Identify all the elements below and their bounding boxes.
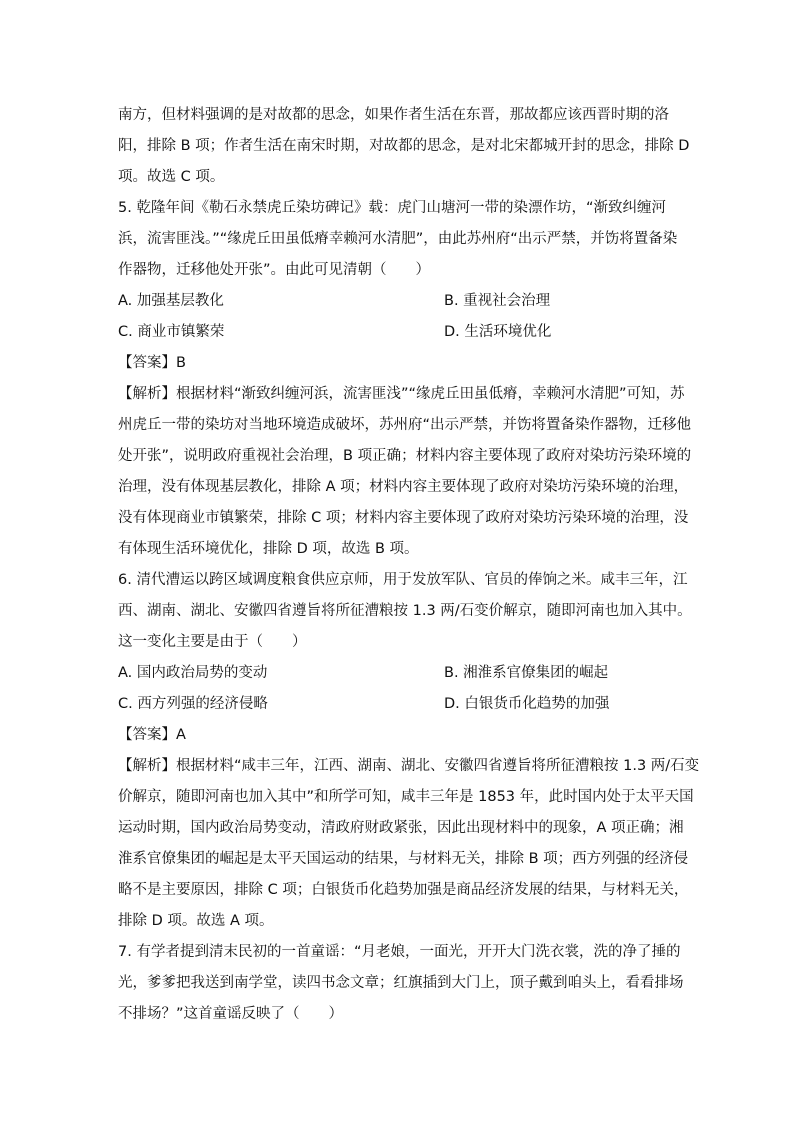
text-line: 南方，但材料强调的是对故都的思念，如果作者生活在东晋，那故都应该西晋时期的洛 (118, 107, 669, 123)
option-d: D. 生活环境优化 (444, 324, 552, 340)
analysis-line: 没有体现商业市镇繁荣，排除 C 项；材料内容主要体现了政府对染坊污染环境的治理，没 (118, 510, 689, 526)
question-6-stem-line: 这一变化主要是由于（ ） (118, 634, 307, 650)
analysis-line: 处开张”，说明政府重视社会治理，B 项正确；材料内容主要体现了政府对染坊污染环境的 (118, 448, 692, 464)
answer-label: 【答案】B (118, 355, 186, 371)
question-6-options-row-2 (118, 689, 678, 720)
option-d: D. 白银货币化趋势的加强 (444, 696, 610, 712)
analysis-line: 有体现生活环境优化，排除 D 项，故选 B 项。 (118, 541, 419, 557)
option-b: B. 重视社会治理 (444, 293, 551, 309)
question-6-stem-line: 西、湖南、湖北、安徽四省遵旨将所征漕粮按 1.3 两/石变价解京，随即河南也加入其中。 (118, 603, 692, 619)
question-5-stem-line: 浜，流害匪浅。”“缘虎丘田虽低瘠幸赖河水清肥”，由此苏州府“出示严禁，并饬将置备染 (118, 231, 678, 247)
analysis-line: 州虎丘一带的染坊对当地环境造成破坏，苏州府“出示严禁，并饬将置备染作器物，迁移他 (118, 417, 692, 433)
analysis-line: 运动时期，国内政治局势变动，清政府财政紧张，因此出现材料中的现象，A 项正确；湘 (118, 820, 684, 836)
analysis-line: 价解京，随即河南也加入其中”和所学可知，咸丰三年是 1853 年，此时国内处于太平天国 (118, 789, 694, 805)
analysis-line: 略不是主要原因，排除 C 项；白银货币化趋势加强是商品经济发展的结果，与材料无关， (118, 882, 689, 898)
option-a: A. 国内政治局势的变动 (118, 665, 268, 681)
option-b: B. 湘淮系官僚集团的崛起 (444, 665, 609, 681)
question-7-stem-line: 7. 有学者提到清末民初的一首童谣：“月老娘，一面光，开开大门洗衣裳，洗的净了捶的 (118, 944, 681, 960)
question-5-options-row-1 (118, 286, 678, 317)
question-6-stem-line: 6. 清代漕运以跨区域调度粮食供应京师，用于发放军队、官员的俸饷之米。咸丰三年，江 (118, 572, 688, 588)
option-a: A. 加强基层教化 (118, 293, 224, 309)
question-6-options-row-1 (118, 658, 678, 689)
analysis-line: 排除 D 项。故选 A 项。 (118, 913, 274, 929)
analysis-line: 【解析】根据材料“咸丰三年，江西、湖南、湖北、安徽四省遵旨将所征漕粮按 1.3 两/石变 (118, 758, 700, 774)
question-7-stem-line: 不排场？”这首童谣反映了（ ） (118, 1006, 344, 1022)
analysis-line: 【解析】根据材料“渐致纠缠河浜，流害匪浅”“缘虎丘田虽低瘠，幸赖河水清肥”可知，苏 (118, 386, 685, 402)
analysis-line: 治理，没有体现基层教化，排除 A 项；材料内容主要体现了政府对染坊污染环境的治理， (118, 479, 689, 495)
question-5-stem-line: 作器物，迁移他处开张”。由此可见清朝（ ） (118, 262, 431, 278)
answer-label: 【答案】A (118, 727, 186, 743)
question-5-stem-line: 5. 乾隆年间《勒石永禁虎丘染坊碑记》载：虎门山塘河一带的染漂作坊，“渐致纠缠河 (118, 200, 666, 216)
analysis-line: 淮系官僚集团的崛起是太平天国运动的结果，与材料无关，排除 B 项；西方列强的经济侵 (118, 851, 689, 867)
text-line: 阳，排除 B 项；作者生活在南宋时期，对故都的思念，是对北宋都城开封的思念，排除 D (118, 138, 690, 154)
document-page (118, 100, 700, 1030)
text-line: 项。故选 C 项。 (118, 169, 225, 185)
question-7-stem-line: 光，爹爹把我送到南学堂，读四书念文章；红旗插到大门上，顶子戴到咱头上，看看排场 (118, 975, 684, 991)
option-c: C. 商业市镇繁荣 (118, 324, 225, 340)
option-c: C. 西方列强的经济侵略 (118, 696, 268, 712)
question-5-options-row-2 (118, 317, 678, 348)
